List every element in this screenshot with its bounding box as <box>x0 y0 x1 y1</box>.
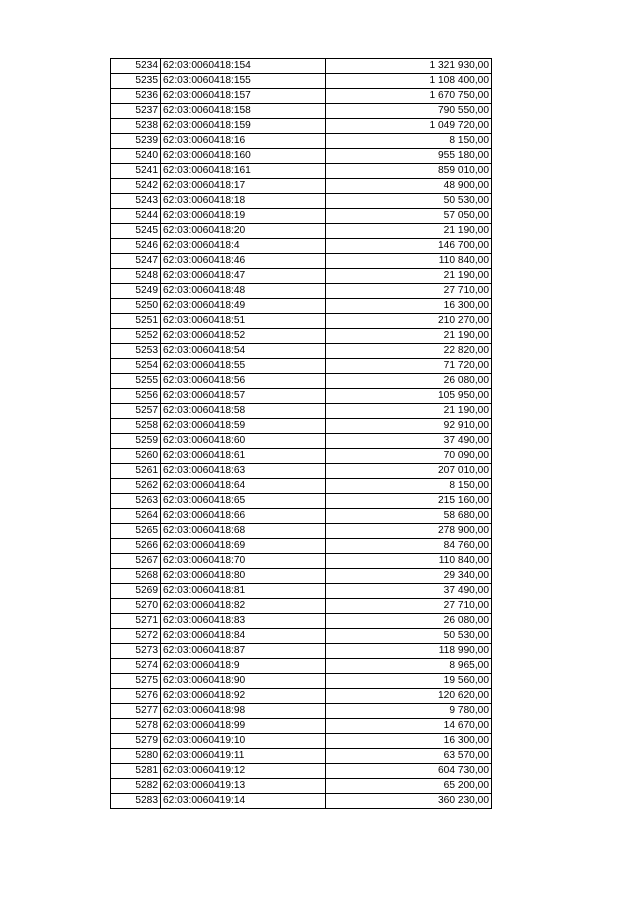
table-row <box>111 644 492 659</box>
cadastral-number-cell: 62:03:0060418:83 <box>161 614 326 629</box>
row-number-cell: 5269 <box>111 584 161 599</box>
row-number-cell: 5261 <box>111 464 161 479</box>
row-number-cell: 5278 <box>111 719 161 734</box>
table-row <box>111 584 492 599</box>
table-row <box>111 239 492 254</box>
cadastral-number-cell: 62:03:0060419:12 <box>161 764 326 779</box>
cadastral-value-cell: 37 490,00 <box>326 434 492 449</box>
table-row <box>111 59 492 74</box>
cadastral-number-cell: 62:03:0060419:11 <box>161 749 326 764</box>
cadastral-number-cell: 62:03:0060418:154 <box>161 59 326 74</box>
cadastral-value-cell: 65 200,00 <box>326 779 492 794</box>
table-row <box>111 719 492 734</box>
cadastral-number-cell: 62:03:0060418:99 <box>161 719 326 734</box>
cadastral-number-cell: 62:03:0060418:60 <box>161 434 326 449</box>
table-row <box>111 539 492 554</box>
table-row <box>111 359 492 374</box>
row-number-cell: 5263 <box>111 494 161 509</box>
cadastral-number-cell: 62:03:0060418:64 <box>161 479 326 494</box>
cadastral-value-cell: 26 080,00 <box>326 374 492 389</box>
cadastral-value-cell: 16 300,00 <box>326 299 492 314</box>
cadastral-value-cell: 70 090,00 <box>326 449 492 464</box>
cadastral-number-cell: 62:03:0060418:59 <box>161 419 326 434</box>
cadastral-value-cell: 9 780,00 <box>326 704 492 719</box>
table-row <box>111 329 492 344</box>
row-number-cell: 5271 <box>111 614 161 629</box>
table-row <box>111 149 492 164</box>
table-row <box>111 659 492 674</box>
row-number-cell: 5267 <box>111 554 161 569</box>
row-number-cell: 5282 <box>111 779 161 794</box>
cadastral-value-cell: 29 340,00 <box>326 569 492 584</box>
cadastral-number-cell: 62:03:0060418:49 <box>161 299 326 314</box>
cadastral-value-cell: 63 570,00 <box>326 749 492 764</box>
cadastral-number-cell: 62:03:0060418:19 <box>161 209 326 224</box>
cadastral-number-cell: 62:03:0060418:81 <box>161 584 326 599</box>
table-body <box>111 59 492 809</box>
cadastral-value-cell: 215 160,00 <box>326 494 492 509</box>
table-row <box>111 704 492 719</box>
cadastral-number-cell: 62:03:0060418:82 <box>161 599 326 614</box>
row-number-cell: 5266 <box>111 539 161 554</box>
cadastral-number-cell: 62:03:0060418:51 <box>161 314 326 329</box>
table-row <box>111 104 492 119</box>
row-number-cell: 5240 <box>111 149 161 164</box>
table-row <box>111 194 492 209</box>
cadastral-value-cell: 48 900,00 <box>326 179 492 194</box>
cadastral-number-cell: 62:03:0060418:155 <box>161 74 326 89</box>
row-number-cell: 5270 <box>111 599 161 614</box>
cadastral-number-cell: 62:03:0060418:4 <box>161 239 326 254</box>
cadastral-value-cell: 50 530,00 <box>326 194 492 209</box>
cadastral-value-cell: 110 840,00 <box>326 254 492 269</box>
table-row <box>111 404 492 419</box>
table-row <box>111 749 492 764</box>
row-number-cell: 5241 <box>111 164 161 179</box>
cadastral-number-cell: 62:03:0060418:84 <box>161 629 326 644</box>
cadastral-value-cell: 1 049 720,00 <box>326 119 492 134</box>
row-number-cell: 5277 <box>111 704 161 719</box>
row-number-cell: 5255 <box>111 374 161 389</box>
table-row <box>111 89 492 104</box>
cadastral-number-cell: 62:03:0060418:16 <box>161 134 326 149</box>
cadastral-number-cell: 62:03:0060418:98 <box>161 704 326 719</box>
cadastral-number-cell: 62:03:0060418:47 <box>161 269 326 284</box>
row-number-cell: 5234 <box>111 59 161 74</box>
cadastral-value-cell: 8 150,00 <box>326 134 492 149</box>
row-number-cell: 5237 <box>111 104 161 119</box>
table-row <box>111 119 492 134</box>
table-row <box>111 734 492 749</box>
table-row <box>111 764 492 779</box>
cadastral-number-cell: 62:03:0060418:90 <box>161 674 326 689</box>
cadastral-number-cell: 62:03:0060418:68 <box>161 524 326 539</box>
cadastral-value-cell: 21 190,00 <box>326 404 492 419</box>
table-row <box>111 464 492 479</box>
cadastral-number-cell: 62:03:0060418:9 <box>161 659 326 674</box>
row-number-cell: 5243 <box>111 194 161 209</box>
cadastral-number-cell: 62:03:0060418:160 <box>161 149 326 164</box>
row-number-cell: 5262 <box>111 479 161 494</box>
cadastral-value-cell: 8 965,00 <box>326 659 492 674</box>
cadastral-number-cell: 62:03:0060418:87 <box>161 644 326 659</box>
cadastral-number-cell: 62:03:0060418:17 <box>161 179 326 194</box>
table-row <box>111 374 492 389</box>
cadastral-value-cell: 16 300,00 <box>326 734 492 749</box>
cadastral-number-cell: 62:03:0060419:13 <box>161 779 326 794</box>
cadastral-value-cell: 21 190,00 <box>326 224 492 239</box>
row-number-cell: 5280 <box>111 749 161 764</box>
cadastral-value-table <box>110 58 492 809</box>
cadastral-value-cell: 19 560,00 <box>326 674 492 689</box>
cadastral-number-cell: 62:03:0060419:14 <box>161 794 326 809</box>
cadastral-number-cell: 62:03:0060418:92 <box>161 689 326 704</box>
table-row <box>111 179 492 194</box>
row-number-cell: 5273 <box>111 644 161 659</box>
row-number-cell: 5258 <box>111 419 161 434</box>
cadastral-value-cell: 22 820,00 <box>326 344 492 359</box>
table-row <box>111 794 492 809</box>
cadastral-value-cell: 27 710,00 <box>326 599 492 614</box>
cadastral-number-cell: 62:03:0060418:159 <box>161 119 326 134</box>
table-row <box>111 134 492 149</box>
row-number-cell: 5276 <box>111 689 161 704</box>
cadastral-value-cell: 58 680,00 <box>326 509 492 524</box>
table-row <box>111 269 492 284</box>
table-row <box>111 254 492 269</box>
table-row <box>111 74 492 89</box>
cadastral-value-cell: 278 900,00 <box>326 524 492 539</box>
table-row <box>111 479 492 494</box>
cadastral-value-cell: 1 108 400,00 <box>326 74 492 89</box>
row-number-cell: 5274 <box>111 659 161 674</box>
cadastral-number-cell: 62:03:0060418:48 <box>161 284 326 299</box>
table-row <box>111 164 492 179</box>
row-number-cell: 5272 <box>111 629 161 644</box>
table-row <box>111 629 492 644</box>
cadastral-number-cell: 62:03:0060418:58 <box>161 404 326 419</box>
row-number-cell: 5283 <box>111 794 161 809</box>
row-number-cell: 5252 <box>111 329 161 344</box>
cadastral-value-cell: 84 760,00 <box>326 539 492 554</box>
table-row <box>111 419 492 434</box>
row-number-cell: 5239 <box>111 134 161 149</box>
cadastral-number-cell: 62:03:0060418:56 <box>161 374 326 389</box>
row-number-cell: 5242 <box>111 179 161 194</box>
table-row <box>111 689 492 704</box>
row-number-cell: 5257 <box>111 404 161 419</box>
row-number-cell: 5260 <box>111 449 161 464</box>
row-number-cell: 5268 <box>111 569 161 584</box>
row-number-cell: 5245 <box>111 224 161 239</box>
cadastral-value-cell: 790 550,00 <box>326 104 492 119</box>
cadastral-value-cell: 21 190,00 <box>326 329 492 344</box>
cadastral-number-cell: 62:03:0060418:18 <box>161 194 326 209</box>
cadastral-value-cell: 120 620,00 <box>326 689 492 704</box>
cadastral-number-cell: 62:03:0060418:20 <box>161 224 326 239</box>
row-number-cell: 5275 <box>111 674 161 689</box>
table-row <box>111 614 492 629</box>
cadastral-value-cell: 105 950,00 <box>326 389 492 404</box>
cadastral-value-cell: 21 190,00 <box>326 269 492 284</box>
cadastral-value-cell: 27 710,00 <box>326 284 492 299</box>
table-row <box>111 779 492 794</box>
table-row <box>111 554 492 569</box>
table-row <box>111 389 492 404</box>
cadastral-number-cell: 62:03:0060418:54 <box>161 344 326 359</box>
cadastral-number-cell: 62:03:0060418:55 <box>161 359 326 374</box>
row-number-cell: 5244 <box>111 209 161 224</box>
cadastral-number-cell: 62:03:0060418:61 <box>161 449 326 464</box>
cadastral-value-cell: 207 010,00 <box>326 464 492 479</box>
row-number-cell: 5279 <box>111 734 161 749</box>
cadastral-value-cell: 955 180,00 <box>326 149 492 164</box>
table-row <box>111 299 492 314</box>
row-number-cell: 5265 <box>111 524 161 539</box>
cadastral-value-cell: 210 270,00 <box>326 314 492 329</box>
table-row <box>111 284 492 299</box>
cadastral-value-cell: 8 150,00 <box>326 479 492 494</box>
table-row <box>111 209 492 224</box>
cadastral-number-cell: 62:03:0060418:66 <box>161 509 326 524</box>
table-row <box>111 434 492 449</box>
row-number-cell: 5235 <box>111 74 161 89</box>
row-number-cell: 5247 <box>111 254 161 269</box>
cadastral-value-cell: 92 910,00 <box>326 419 492 434</box>
row-number-cell: 5281 <box>111 764 161 779</box>
cadastral-number-cell: 62:03:0060418:57 <box>161 389 326 404</box>
cadastral-value-cell: 118 990,00 <box>326 644 492 659</box>
cadastral-value-cell: 1 321 930,00 <box>326 59 492 74</box>
row-number-cell: 5254 <box>111 359 161 374</box>
cadastral-value-cell: 1 670 750,00 <box>326 89 492 104</box>
cadastral-number-cell: 62:03:0060418:80 <box>161 569 326 584</box>
row-number-cell: 5246 <box>111 239 161 254</box>
table-row <box>111 494 492 509</box>
cadastral-number-cell: 62:03:0060418:157 <box>161 89 326 104</box>
table-row <box>111 509 492 524</box>
cadastral-number-cell: 62:03:0060418:46 <box>161 254 326 269</box>
cadastral-number-cell: 62:03:0060418:158 <box>161 104 326 119</box>
cadastral-value-cell: 360 230,00 <box>326 794 492 809</box>
row-number-cell: 5256 <box>111 389 161 404</box>
cadastral-number-cell: 62:03:0060418:69 <box>161 539 326 554</box>
table-row <box>111 524 492 539</box>
cadastral-value-cell: 37 490,00 <box>326 584 492 599</box>
cadastral-value-cell: 859 010,00 <box>326 164 492 179</box>
row-number-cell: 5238 <box>111 119 161 134</box>
row-number-cell: 5264 <box>111 509 161 524</box>
row-number-cell: 5249 <box>111 284 161 299</box>
table-row <box>111 449 492 464</box>
cadastral-number-cell: 62:03:0060418:65 <box>161 494 326 509</box>
cadastral-value-cell: 71 720,00 <box>326 359 492 374</box>
cadastral-number-cell: 62:03:0060418:70 <box>161 554 326 569</box>
row-number-cell: 5259 <box>111 434 161 449</box>
cadastral-number-cell: 62:03:0060418:52 <box>161 329 326 344</box>
cadastral-value-cell: 146 700,00 <box>326 239 492 254</box>
cadastral-value-cell: 26 080,00 <box>326 614 492 629</box>
cadastral-value-cell: 604 730,00 <box>326 764 492 779</box>
table-row <box>111 569 492 584</box>
table-row <box>111 599 492 614</box>
cadastral-number-cell: 62:03:0060418:63 <box>161 464 326 479</box>
table-row <box>111 314 492 329</box>
row-number-cell: 5251 <box>111 314 161 329</box>
cadastral-value-cell: 110 840,00 <box>326 554 492 569</box>
row-number-cell: 5236 <box>111 89 161 104</box>
table-row <box>111 674 492 689</box>
table-row <box>111 344 492 359</box>
cadastral-value-cell: 50 530,00 <box>326 629 492 644</box>
cadastral-number-cell: 62:03:0060419:10 <box>161 734 326 749</box>
cadastral-number-cell: 62:03:0060418:161 <box>161 164 326 179</box>
row-number-cell: 5250 <box>111 299 161 314</box>
cadastral-value-cell: 57 050,00 <box>326 209 492 224</box>
row-number-cell: 5253 <box>111 344 161 359</box>
row-number-cell: 5248 <box>111 269 161 284</box>
table-row <box>111 224 492 239</box>
cadastral-value-cell: 14 670,00 <box>326 719 492 734</box>
